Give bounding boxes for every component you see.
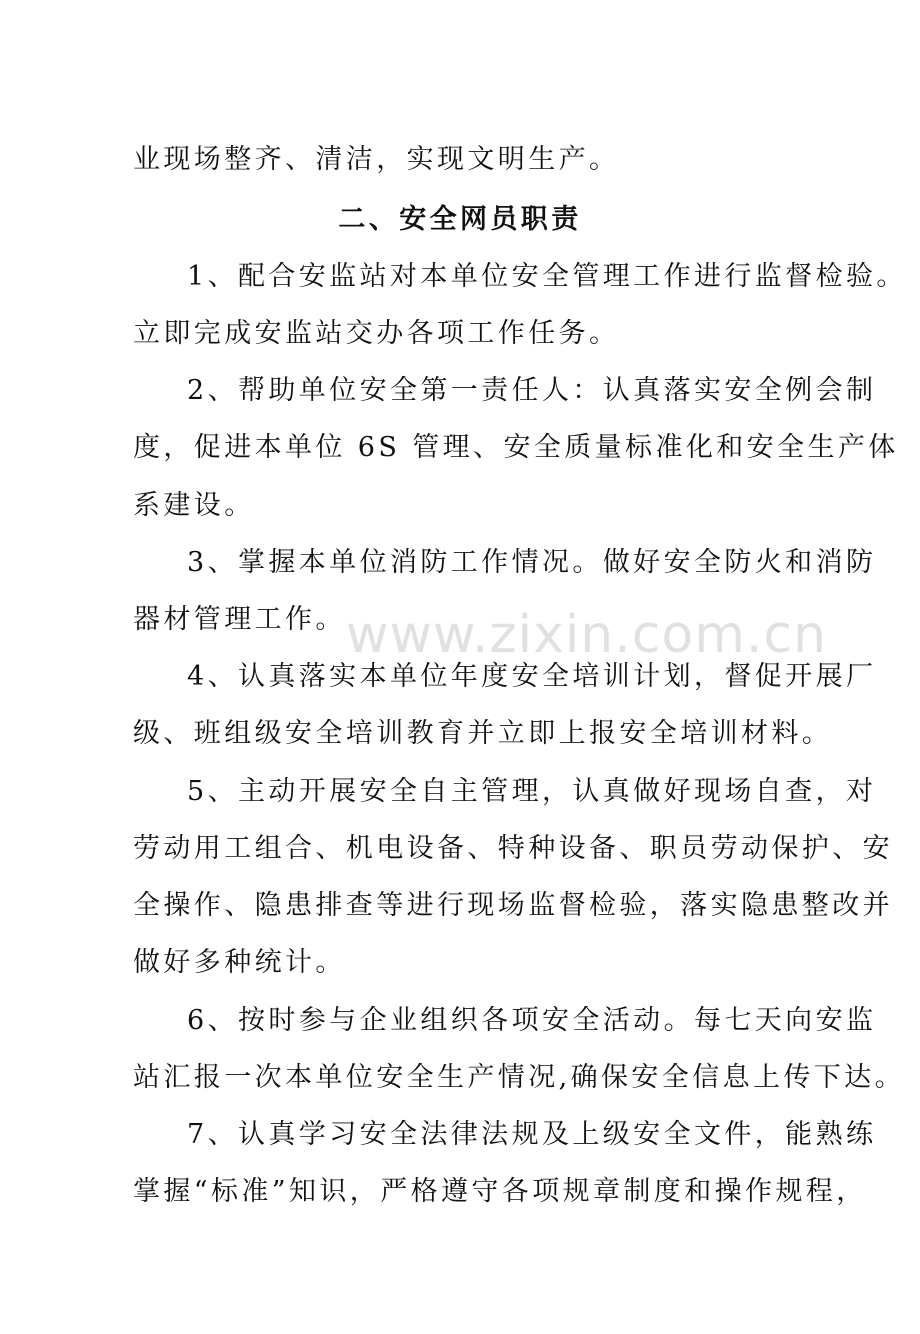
paragraph-line: 立即完成安监站交办各项工作任务。 <box>133 318 620 349</box>
paragraph-line: 器材管理工作。 <box>133 604 346 635</box>
paragraph-line: 5、主动开展安全自主管理，认真做好现场自查，对 <box>187 776 877 807</box>
paragraph-line: 7、认真学习安全法律法规及上级安全文件，能熟练 <box>187 1119 877 1150</box>
paragraph-line: 掌握“标准”知识，严格遵守各项规章制度和操作规程， <box>133 1176 867 1207</box>
watermark: www.zixin.com.cn <box>346 605 827 665</box>
paragraph-line: 全操作、隐患排查等进行现场监督检验，落实隐患整改并 <box>133 890 893 921</box>
paragraph-line: 4、认真落实本单位年度安全培训计划，督促开展厂 <box>187 661 877 692</box>
section-heading: 二、安全网员职责 <box>338 204 582 235</box>
paragraph-line: 站汇报一次本单位安全生产情况,确保安全信息上传下达。 <box>133 1062 905 1093</box>
paragraph-line: 级、班组级安全培训教育并立即上报安全培训材料。 <box>133 718 833 749</box>
paragraph-line: 2、帮助单位安全第一责任人：认真落实安全例会制 <box>187 375 877 406</box>
paragraph-line: 3、掌握本单位消防工作情况。做好安全防火和消防 <box>187 547 877 578</box>
paragraph-line: 业现场整齐、清洁，实现文明生产。 <box>133 144 620 175</box>
paragraph-line: 度，促进本单位 6S 管理、安全质量标准化和安全生产体 <box>133 432 899 463</box>
paragraph-line: 系建设。 <box>133 490 255 521</box>
paragraph-line: 1、配合安监站对本单位安全管理工作进行监督检验。 <box>187 261 907 292</box>
paragraph-line: 6、按时参与企业组织各项安全活动。每七天向安监 <box>187 1005 877 1036</box>
paragraph-line: 劳动用工组合、机电设备、特种设备、职员劳动保护、安 <box>133 833 893 864</box>
paragraph-line: 做好多种统计。 <box>133 947 346 978</box>
